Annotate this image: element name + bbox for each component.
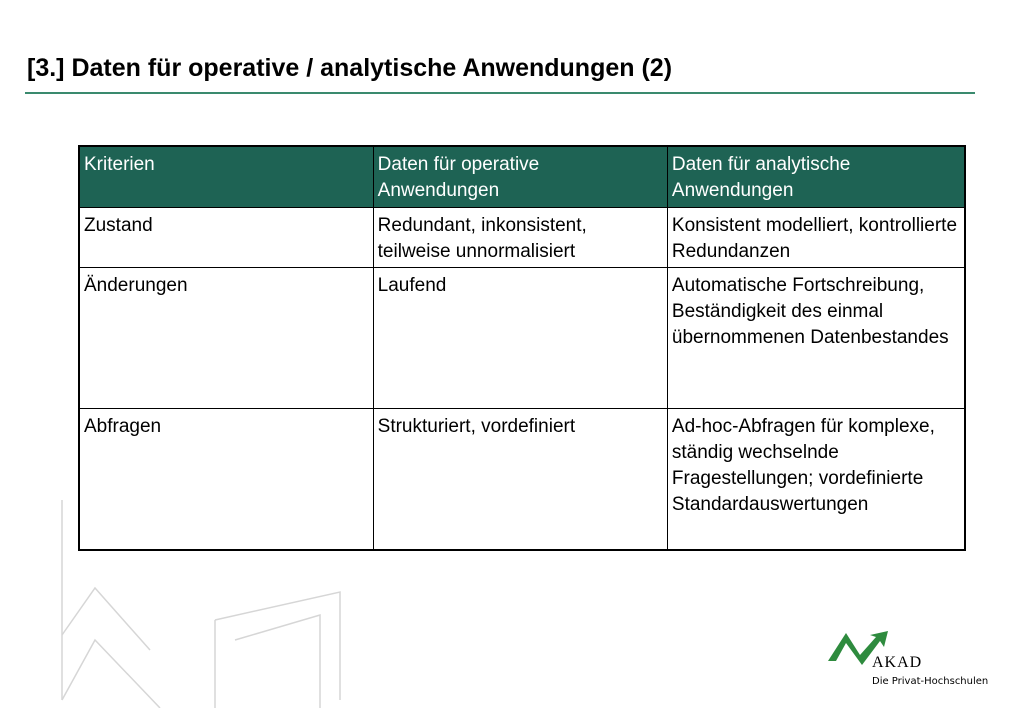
comparison-table [78, 145, 966, 551]
table-row [79, 208, 965, 268]
table-cell: Automatische Fortschreibung, Beständigkeit des einmal übernommenen Datenbestandes [667, 268, 965, 409]
table-row [79, 268, 965, 409]
header-analytische: Daten für analytische Anwendungen [667, 146, 965, 208]
table-cell: Redundant, inkonsistent, teilweise unnormalisiert [373, 208, 667, 268]
header-operative: Daten für operative Anwendungen [373, 146, 667, 208]
table-cell: Zustand [79, 208, 373, 268]
table-cell: Strukturiert, vordefiniert [373, 409, 667, 550]
header-kriterien: Kriterien [79, 146, 373, 208]
logo-tagline: Die Privat-Hochschulen [872, 676, 989, 687]
logo-wordmark: AKAD [872, 654, 923, 671]
table-cell: Abfragen [79, 409, 373, 550]
title-divider [25, 92, 975, 94]
table-cell: Laufend [373, 268, 667, 409]
table-cell: Ad-hoc-Abfragen für komplexe, ständig wechselnde Fragestellungen; vordefinierte Standardauswertungen [667, 409, 965, 550]
slide-title: [3.] Daten für operative / analytische Anwendungen (2) [27, 54, 673, 82]
table-header-row [79, 146, 965, 208]
table-cell: Konsistent modelliert, kontrollierte Redundanzen [667, 208, 965, 268]
table-row [79, 409, 965, 550]
table-cell: Änderungen [79, 268, 373, 409]
